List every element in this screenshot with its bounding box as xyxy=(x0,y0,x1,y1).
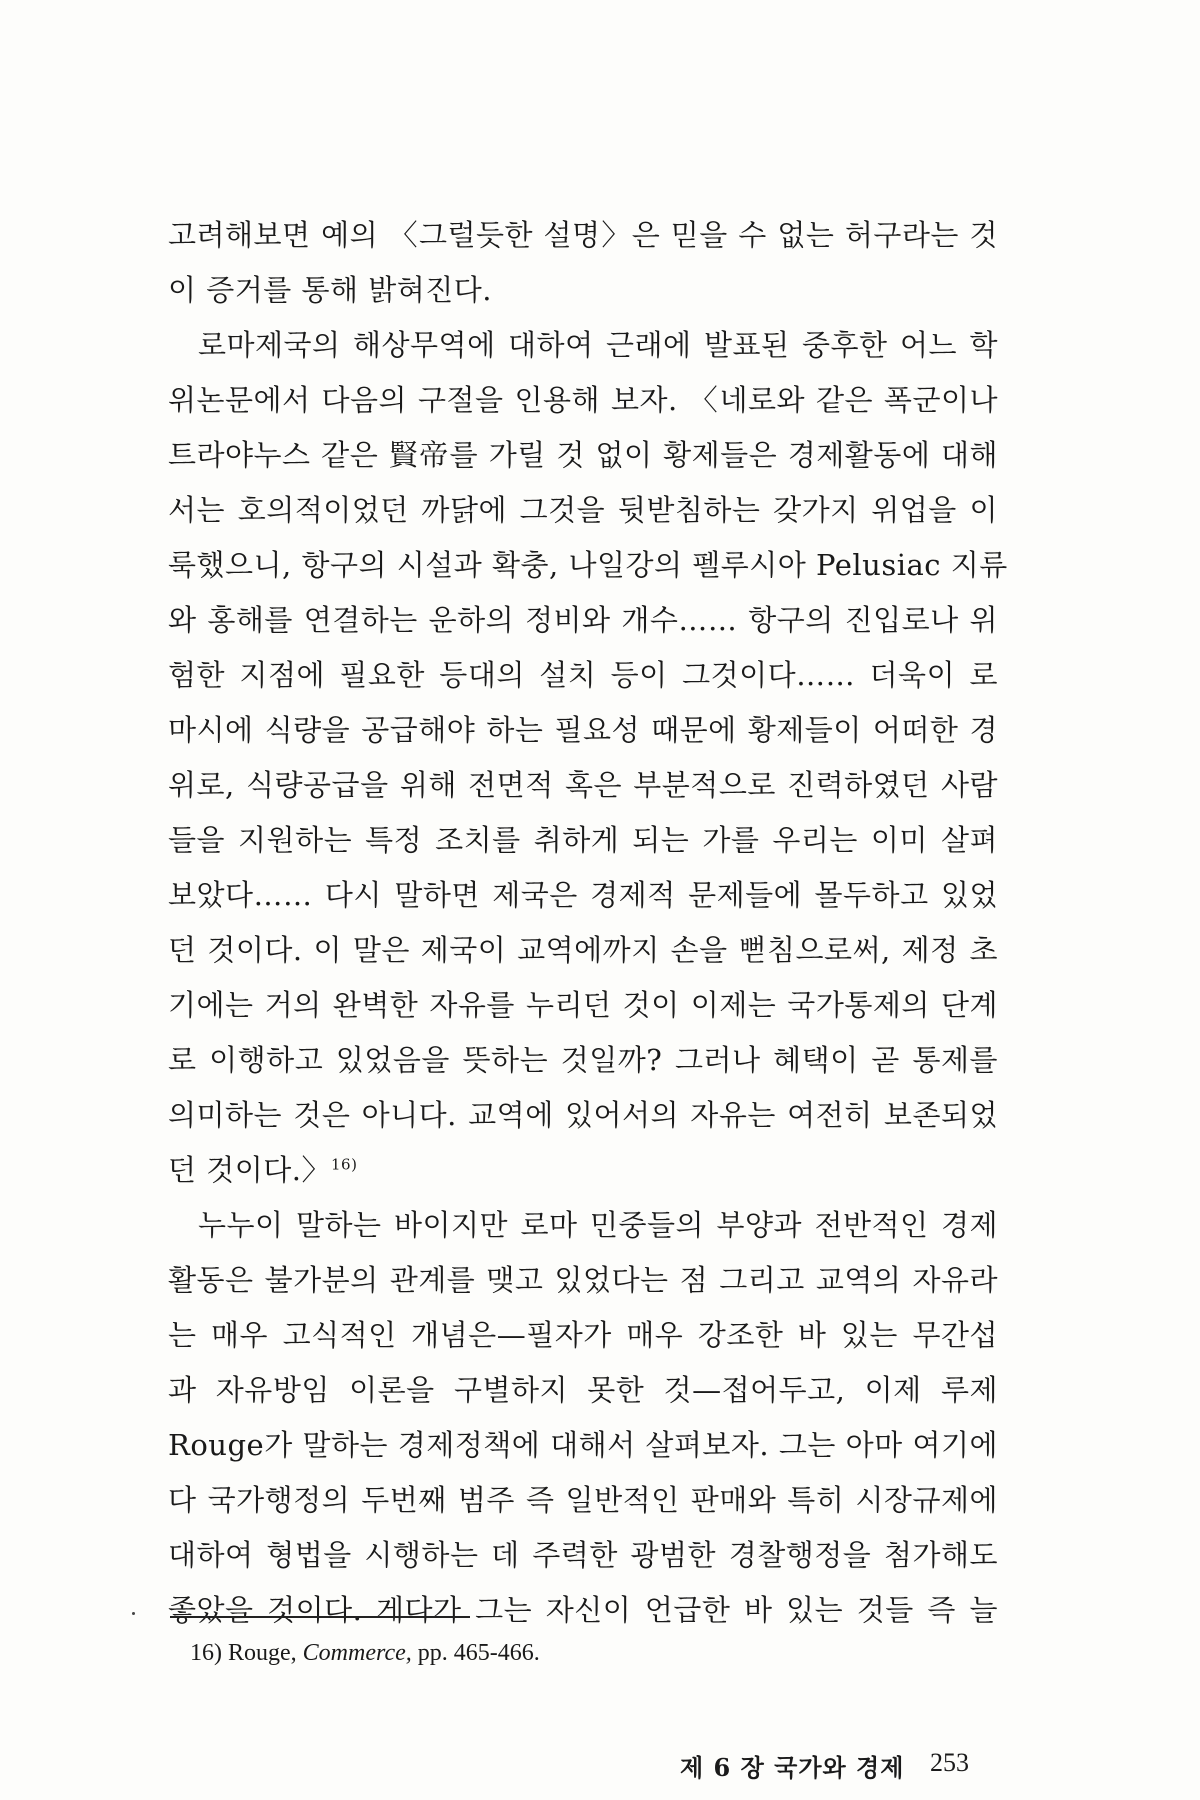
body-line: 다 국가행정의 두번째 범주 즉 일반적인 판매와 특히 시장규제에 xyxy=(168,1483,998,1517)
running-footer: 제 6 장 국가와 경제 xyxy=(680,1753,905,1782)
body-line: 트라야누스 같은 賢帝를 가릴 것 없이 황제들은 경제활동에 대해 xyxy=(168,438,998,472)
body-line: 서는 호의적이었던 까닭에 그것을 뒷받침하는 갖가지 위업을 이 xyxy=(168,493,998,527)
body-line: 이 증거를 통해 밝혀진다. xyxy=(168,273,493,307)
body-line: 마시에 식량을 공급해야 하는 필요성 때문에 황제들이 어떠한 경 xyxy=(168,713,998,747)
footnote-reference[interactable]: 16) xyxy=(331,1155,358,1174)
body-line: 누누이 말하는 바이지만 로마 민중들의 부양과 전반적인 경제 xyxy=(198,1208,998,1242)
footnote-number: 16) xyxy=(190,1640,222,1666)
body-line: 와 홍해를 연결하는 운하의 정비와 개수…… 항구의 진입로나 위 xyxy=(168,603,998,637)
body-line: 좋았을 것이다. 게다가 그는 자신이 언급한 바 있는 것들 즉 늘 xyxy=(168,1593,998,1627)
body-line: 로 이행하고 있었음을 뜻하는 것일까? 그러나 혜택이 곧 통제를 xyxy=(168,1043,998,1077)
footnote-divider xyxy=(170,1616,470,1618)
body-line: 위논문에서 다음의 구절을 인용해 보자. 〈네로와 같은 폭군이나 xyxy=(168,383,998,417)
body-line: 대하여 형법을 시행하는 데 주력한 광범한 경찰행정을 첨가해도 xyxy=(168,1538,998,1572)
body-line: Rouge가 말하는 경제정책에 대해서 살펴보자. 그는 아마 여기에 xyxy=(168,1428,998,1462)
footnote-pages: pp. 465-466. xyxy=(417,1640,540,1666)
margin-dot xyxy=(132,1612,135,1615)
footnote-title: Commerce, xyxy=(302,1640,412,1666)
body-line: 활동은 불가분의 관계를 맺고 있었다는 점 그리고 교역의 자유라 xyxy=(168,1263,998,1297)
body-line: 의미하는 것은 아니다. 교역에 있어서의 자유는 여전히 보존되었 xyxy=(168,1098,998,1132)
body-line-with-footnote xyxy=(168,1143,998,1198)
body-line: 보았다…… 다시 말하면 제국은 경제적 문제들에 몰두하고 있었 xyxy=(168,878,998,912)
page-number: 253 xyxy=(930,1748,969,1777)
body-line: 고려해보면 예의 〈그럴듯한 설명〉은 믿을 수 없는 허구라는 것 xyxy=(168,218,998,252)
body-line: 로마제국의 해상무역에 대하여 근래에 발표된 중후한 어느 학 xyxy=(198,328,998,362)
footnote xyxy=(190,1640,540,1667)
body-line: 는 매우 고식적인 개념은—필자가 매우 강조한 바 있는 무간섭 xyxy=(168,1318,998,1352)
body-line: 위로, 식량공급을 위해 전면적 혹은 부분적으로 진력하였던 사람 xyxy=(168,768,998,802)
body-line: 룩했으니, 항구의 시설과 확충, 나일강의 펠루시아 Pelusiac 지류 xyxy=(168,548,1008,582)
body-text xyxy=(168,208,1008,1638)
footnote-author: Rouge, xyxy=(228,1640,297,1666)
body-line: 들을 지원하는 특정 조치를 취하게 되는 가를 우리는 이미 살펴 xyxy=(168,823,998,857)
body-line: 던 것이다.〉 xyxy=(168,1153,331,1187)
body-line: 던 것이다. 이 말은 제국이 교역에까지 손을 뻗침으로써, 제정 초 xyxy=(168,933,998,967)
body-line: 험한 지점에 필요한 등대의 설치 등이 그것이다…… 더욱이 로 xyxy=(168,658,998,692)
body-line: 기에는 거의 완벽한 자유를 누리던 것이 이제는 국가통제의 단계 xyxy=(168,988,998,1022)
body-line: 과 자유방임 이론을 구별하지 못한 것—접어두고, 이제 루제 xyxy=(168,1373,998,1407)
